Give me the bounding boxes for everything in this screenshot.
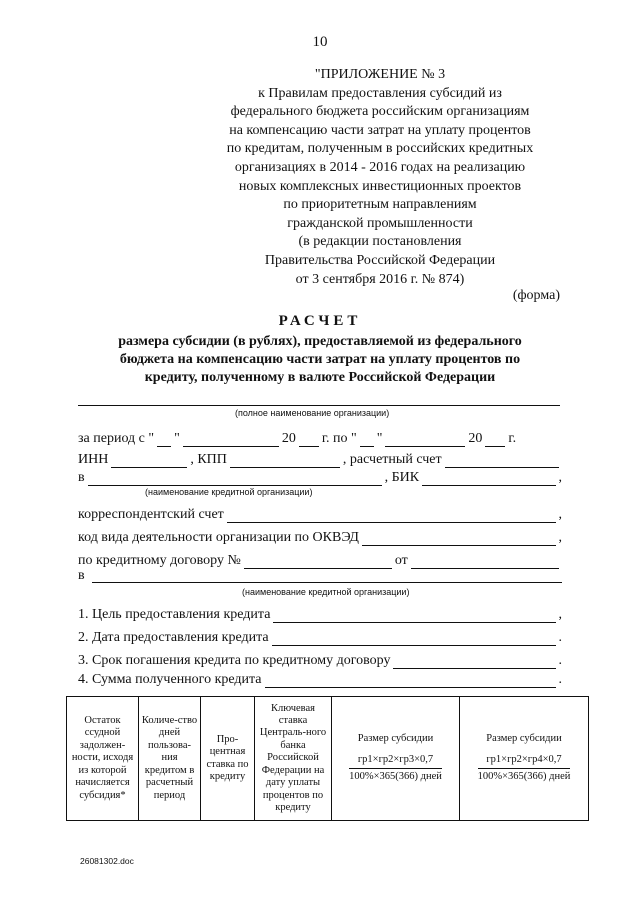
subtitle-line: бюджета на компенсацию части затрат на уплату процентов по [119,352,521,367]
appendix-line: федерального бюджета российским организациям [230,104,530,120]
appendix-line: от 3 сентября 2016 г. № 874) [295,271,465,287]
credit-contract-date-field[interactable] [411,554,559,569]
page-number: 10 [312,34,328,50]
org-name-note: (полное наименование организации) [235,408,390,418]
org-name-field[interactable] [78,405,560,406]
appendix-line: по кредитам, полученным в российских кредитных [226,141,534,157]
table-header-row [67,697,589,821]
period-suffix: г. [508,431,517,446]
bik-label: , БИК [384,470,420,485]
corr-account-label: корреспондентский счет [78,507,224,522]
item-row [78,607,562,623]
credit-date-field[interactable] [272,631,556,646]
col-subsidy-formula-2 [460,697,589,821]
period-quote: " [376,431,383,446]
period-row [78,431,562,447]
period-quote: " [174,431,180,446]
bank-name-field[interactable] [88,471,382,486]
form-label: (форма) [512,288,560,303]
appendix-line: "ПРИЛОЖЕНИЕ № 3 [314,67,446,82]
credit-contract-from-label: от [394,553,408,568]
okved-label: код вида деятельности организации по ОКВЭД [78,530,359,545]
appendix-line: Правительства Российской Федерации [264,252,496,268]
item-end: . [558,672,562,687]
item-end: . [558,630,562,645]
subsidy-calculation-table [66,696,589,821]
appendix-line: на компенсацию части затрат на уплату процентов [229,122,531,138]
file-name: 26081302.doc [80,856,134,866]
credit-contract-label: по кредитному договору № [78,553,241,568]
subsidy-label: Размер субсидии [486,733,562,745]
item-end: . [558,653,562,668]
item-row [78,653,562,669]
period-year-prefix: 20 [281,431,296,446]
subtitle-line: кредиту, полученному в валюте Российской Федерации [144,370,496,385]
credit-contract-number-field[interactable] [244,554,392,569]
period-prefix: за период с " [78,431,155,446]
bik-field[interactable] [422,471,555,486]
formula-denominator: 100%×365(366) дней [349,771,442,783]
col-interest-rate: Про-центная ставка по кредиту [201,697,255,821]
corr-account-end: , [558,507,562,522]
lender-prefix: в [78,568,85,583]
account-label: , расчетный счет [342,452,442,467]
appendix-line: организациях в 2014 - 2016 годах на реализацию [234,159,526,175]
inn-label: ИНН [78,452,109,467]
document-subtitle [70,333,570,387]
subsidy-label: Размер субсидии [357,733,434,745]
corr-account-row [78,507,562,523]
formula-numerator: гр1×гр2×гр4×0,7 [478,754,571,769]
item-label: 1. Цель предоставления кредита [78,607,271,622]
credit-purpose-field[interactable] [273,608,555,623]
subsidy-formula [478,754,571,784]
item-label: 3. Срок погашения кредита по кредитному договору [78,653,391,668]
settlement-account-field[interactable] [445,453,559,468]
period-from-month-field[interactable] [183,432,279,447]
period-from-year-field[interactable] [299,432,319,447]
col-loan-balance: Остаток ссудной задолжен-ности, исходя из которой начисляется субсидия* [67,697,139,821]
corr-account-field[interactable] [227,508,556,523]
credit-contract-row [78,553,562,569]
lender-name-field[interactable] [92,582,562,583]
formula-denominator: 100%×365(366) дней [477,771,571,783]
formula-numerator: гр1×гр2×гр3×0,7 [349,754,442,769]
bank-prefix: в [78,470,85,485]
item-row [78,630,562,646]
item-row [78,672,562,688]
period-to-day-field[interactable] [360,432,374,447]
subtitle-line: размера субсидии (в рублях), предоставляемой из федерального [118,334,522,349]
period-to-month-field[interactable] [385,432,465,447]
appendix-line: (в редакции постановления [298,234,462,250]
appendix-line: к Правилам предоставления субсидий из [258,85,502,101]
period-to-year-field[interactable] [485,432,505,447]
kpp-field[interactable] [230,453,340,468]
item-end: , [558,607,562,622]
bank-row-end: , [558,470,562,485]
lender-note: (наименование кредитной организации) [242,587,410,597]
col-key-rate: Ключевая ставка Централь-ного банка Российской Федерации на дату уплаты процентов по кредиту [255,697,332,821]
col-days-count: Количе-ство дней пользова-ния кредитом в расчетный период [139,697,201,821]
appendix-header [180,66,580,289]
okved-end: , [558,530,562,545]
period-from-day-field[interactable] [157,432,171,447]
credit-term-field[interactable] [393,654,555,669]
appendix-line: гражданской промышленности [287,215,473,231]
item-label: 4. Сумма полученного кредита [78,672,262,687]
document-title: РАСЧЕТ [278,313,362,329]
period-year-prefix: 20 [468,431,483,446]
credit-amount-field[interactable] [265,673,556,688]
col-subsidy-formula-1 [332,697,460,821]
item-label: 2. Дата предоставления кредита [78,630,269,645]
inn-row [78,452,562,468]
bank-row [78,470,562,486]
okved-row [78,530,562,546]
okved-field[interactable] [362,531,556,546]
appendix-line: новых комплексных инвестиционных проектов [238,178,522,194]
subsidy-formula [349,754,442,784]
appendix-line: по приоритетным направлениям [283,197,477,213]
period-mid: г. по " [321,431,357,446]
bank-note: (наименование кредитной организации) [145,487,313,497]
inn-field[interactable] [111,453,187,468]
kpp-label: , КПП [190,452,227,467]
